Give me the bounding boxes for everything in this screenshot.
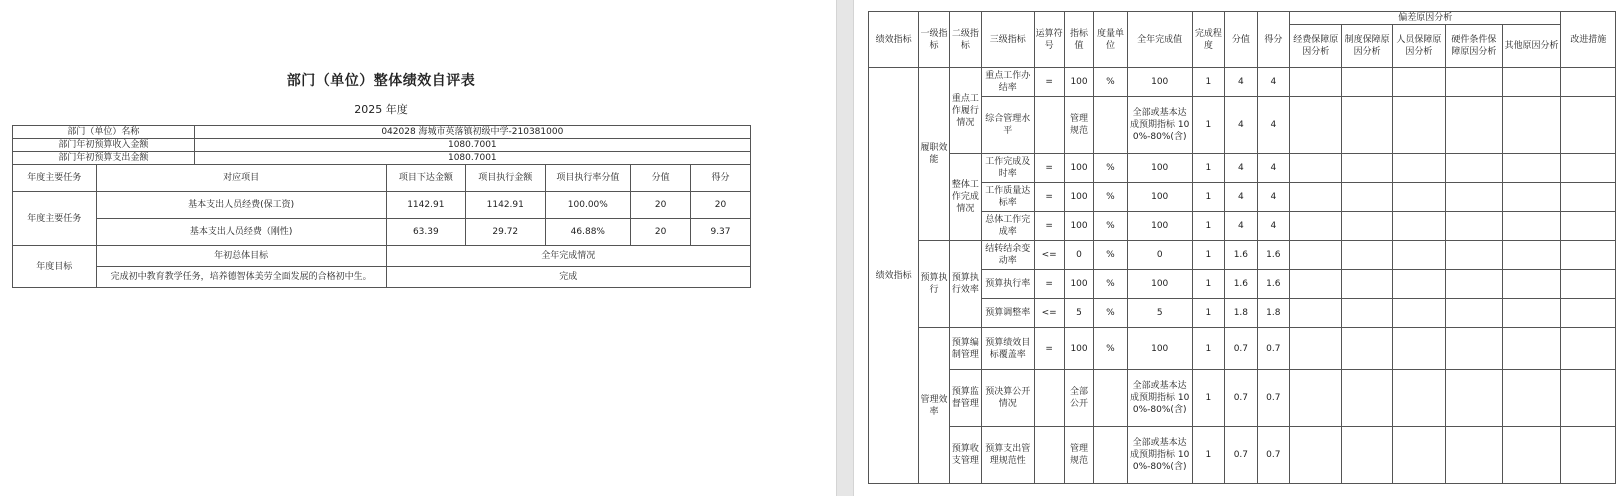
cell-empty: [1561, 427, 1616, 484]
cell-unit: %: [1094, 212, 1128, 241]
task-score-value: 20: [631, 219, 691, 246]
cell-annual: 全部或基本达成预期指标 100%-80%(含): [1127, 370, 1192, 427]
cell-degree: 1: [1192, 427, 1224, 484]
cell-l3: 工作质量达标率: [982, 183, 1034, 212]
cell-score: 4: [1257, 183, 1289, 212]
cell-unit: %: [1094, 270, 1128, 299]
cell-val: 全部公开: [1064, 370, 1093, 427]
cell-unit: [1094, 427, 1128, 484]
cell-score-value: 4: [1225, 97, 1257, 154]
table-row: [13, 152, 751, 165]
cell-empty: [1502, 299, 1561, 328]
cell-val: 100: [1064, 328, 1093, 370]
task-group-label: 年度主要任务: [13, 192, 97, 246]
cell-unit: %: [1094, 299, 1128, 328]
cell-val: 100: [1064, 183, 1093, 212]
cell-empty: [1290, 212, 1342, 241]
header-dev-other: 其他原因分析: [1502, 25, 1561, 68]
cell-empty: [1446, 154, 1503, 183]
cell-empty: [1290, 68, 1342, 97]
header-improve: 改进措施: [1561, 12, 1616, 68]
cell-empty: [1290, 370, 1342, 427]
cell-op: =: [1034, 154, 1064, 183]
cell-empty: [1561, 97, 1616, 154]
level1-budget: 预算执行: [919, 241, 949, 328]
cell-empty: [1561, 370, 1616, 427]
cell-annual: 全部或基本达成预期指标 100%-80%(含): [1127, 97, 1192, 154]
cell-val: 100: [1064, 270, 1093, 299]
cell-l3: 总体工作完成率: [982, 212, 1034, 241]
cell-op: [1034, 97, 1064, 154]
cell-degree: 1: [1192, 370, 1224, 427]
cell-score: 0.7: [1257, 427, 1289, 484]
cell-l3: 预算绩效目标覆盖率: [982, 328, 1034, 370]
cell-score: 4: [1257, 68, 1289, 97]
cell-l3: 预算支出管理规范性: [982, 427, 1034, 484]
task-item: 基本支出人员经费(保工资): [96, 192, 386, 219]
cell-score-value: 0.7: [1225, 370, 1257, 427]
cell-degree: 1: [1192, 299, 1224, 328]
cell-empty: [1342, 328, 1392, 370]
table-row: [13, 267, 751, 288]
cell-empty: [1446, 328, 1503, 370]
level2-key: 重点工作履行情况: [949, 68, 981, 154]
cell-val: 管理规范: [1064, 427, 1093, 484]
cell-degree: 1: [1192, 183, 1224, 212]
cell-empty: [1502, 97, 1561, 154]
cell-op: [1034, 370, 1064, 427]
cell-annual: 100: [1127, 68, 1192, 97]
page-title: 部门（单位）整体绩效自评表: [286, 73, 476, 89]
cell-empty: [1446, 370, 1503, 427]
task-rate: 100.00%: [545, 192, 631, 219]
cell-score-value: 1.6: [1225, 270, 1257, 299]
cell-empty: [1502, 154, 1561, 183]
cell-annual: 100: [1127, 212, 1192, 241]
cell-degree: 1: [1192, 270, 1224, 299]
header-deviation: 偏差原因分析: [1290, 12, 1561, 25]
cell-val: 100: [1064, 212, 1093, 241]
cell-unit: %: [1094, 328, 1128, 370]
cell-empty: [1342, 68, 1392, 97]
cell-empty: [1561, 241, 1616, 270]
cell-annual: 100: [1127, 183, 1192, 212]
cell-annual: 全部或基本达成预期指标 100%-80%(含): [1127, 427, 1192, 484]
cell-empty: [1392, 154, 1445, 183]
cell-unit: %: [1094, 68, 1128, 97]
cell-degree: 1: [1192, 154, 1224, 183]
header-target-value: 指标值: [1064, 12, 1093, 68]
cell-score-value: 4: [1225, 212, 1257, 241]
cell-empty: [1502, 241, 1561, 270]
task-header-col1: 年度主要任务: [13, 165, 97, 192]
cell-empty: [1392, 212, 1445, 241]
task-header-col4: 项目执行金额: [466, 165, 545, 192]
cell-score: 4: [1257, 154, 1289, 183]
cell-empty: [1392, 427, 1445, 484]
cell-empty: [1561, 183, 1616, 212]
table-row: [13, 165, 751, 192]
cell-score-value: 1.6: [1225, 241, 1257, 270]
cell-empty: [1561, 68, 1616, 97]
goal-label: 年度目标: [13, 246, 97, 288]
cell-val: 5: [1064, 299, 1093, 328]
cell-op: =: [1034, 270, 1064, 299]
cell-score: 0.7: [1257, 370, 1289, 427]
cell-empty: [1392, 68, 1445, 97]
header-score-value: 分值: [1225, 12, 1257, 68]
right-page: [854, 0, 1620, 496]
cell-l3: 预决算公开情况: [982, 370, 1034, 427]
cell-score-value: 4: [1225, 154, 1257, 183]
header-level1: 一级指标: [919, 12, 949, 68]
cell-empty: [1502, 68, 1561, 97]
header-dev-hardware: 硬件条件保障原因分析: [1446, 25, 1503, 68]
cell-l3: 综合管理水平: [982, 97, 1034, 154]
cell-l3: 工作完成及时率: [982, 154, 1034, 183]
income-value: 1080.7001: [194, 139, 750, 152]
cell-empty: [1446, 427, 1503, 484]
cell-empty: [1502, 212, 1561, 241]
task-item: 基本支出人员经费（刚性): [96, 219, 386, 246]
level2-supervise: 预算监督管理: [949, 370, 981, 427]
table-row: [13, 139, 751, 152]
header-dev-funds: 经费保障原因分析: [1290, 25, 1342, 68]
header-operator: 运算符号: [1034, 12, 1064, 68]
cell-score: 1.6: [1257, 270, 1289, 299]
cell-empty: [1392, 370, 1445, 427]
table-row: [869, 370, 1616, 427]
cell-empty: [1561, 270, 1616, 299]
goal-completion-header: 全年完成情况: [386, 246, 750, 267]
level2-budget: 预算执行效率: [949, 241, 981, 328]
cell-degree: 1: [1192, 212, 1224, 241]
task-issued: 1142.91: [386, 192, 465, 219]
income-label: 部门年初预算收入金额: [13, 139, 195, 152]
task-header-col6: 分值: [631, 165, 691, 192]
level2-overall: 整体工作完成情况: [949, 154, 981, 241]
header-score: 得分: [1257, 12, 1289, 68]
cell-empty: [1446, 68, 1503, 97]
cell-unit: [1094, 370, 1128, 427]
cell-empty: [1502, 183, 1561, 212]
cell-op: =: [1034, 212, 1064, 241]
cell-score: 1.6: [1257, 241, 1289, 270]
table-row: [869, 154, 1616, 183]
cell-score: 0.7: [1257, 328, 1289, 370]
cell-op: <=: [1034, 241, 1064, 270]
cell-empty: [1290, 299, 1342, 328]
cell-op: [1034, 427, 1064, 484]
cell-empty: [1502, 427, 1561, 484]
indicator-table: [868, 11, 1616, 484]
table-row: [869, 241, 1616, 270]
cell-op: =: [1034, 183, 1064, 212]
cell-empty: [1446, 97, 1503, 154]
cell-empty: [1342, 183, 1392, 212]
cell-val: 管理规范: [1064, 97, 1093, 154]
header-degree: 完成程度: [1192, 12, 1224, 68]
cell-empty: [1342, 97, 1392, 154]
level1-perf: 履职效能: [919, 68, 949, 241]
cell-empty: [1392, 270, 1445, 299]
level2-revenue: 预算收支管理: [949, 427, 981, 484]
cell-score-value: 4: [1225, 68, 1257, 97]
task-executed: 29.72: [466, 219, 545, 246]
cell-empty: [1392, 299, 1445, 328]
header-unit: 度量单位: [1094, 12, 1128, 68]
cell-degree: 1: [1192, 241, 1224, 270]
cell-l3: 预算执行率: [982, 270, 1034, 299]
cell-l3: 结转结余变动率: [982, 241, 1034, 270]
task-score-value: 20: [631, 192, 691, 219]
cell-unit: [1094, 97, 1128, 154]
table-row: [13, 192, 751, 219]
cell-l3: 重点工作办结率: [982, 68, 1034, 97]
unit-name-value: 042028 海城市英落镇初级中学-210381000: [194, 126, 750, 139]
unit-name-label: 部门（单位）名称: [13, 126, 195, 139]
task-score: 9.37: [691, 219, 751, 246]
cell-score: 4: [1257, 212, 1289, 241]
task-header-col2: 对应项目: [96, 165, 386, 192]
cell-empty: [1561, 212, 1616, 241]
goal-target-text: 完成初中教育教学任务，培养德智体美劳全面发展的合格初中生。: [96, 267, 386, 288]
header-dev-system: 制度保障原因分析: [1342, 25, 1392, 68]
cell-score: 1.8: [1257, 299, 1289, 328]
header-dev-staff: 人员保障原因分析: [1392, 25, 1445, 68]
cell-empty: [1392, 241, 1445, 270]
cell-empty: [1392, 328, 1445, 370]
cell-empty: [1342, 299, 1392, 328]
cell-empty: [1290, 427, 1342, 484]
table-row: [13, 219, 751, 246]
cell-score-value: 4: [1225, 183, 1257, 212]
cell-empty: [1290, 241, 1342, 270]
goal-target-header: 年初总体目标: [96, 246, 386, 267]
cell-empty: [1446, 183, 1503, 212]
cell-empty: [1561, 328, 1616, 370]
cell-empty: [1342, 241, 1392, 270]
cell-empty: [1342, 212, 1392, 241]
cell-empty: [1561, 154, 1616, 183]
cell-empty: [1502, 328, 1561, 370]
task-header-col5: 项目执行率分值: [545, 165, 631, 192]
table-row: [869, 68, 1616, 97]
perf-label: 绩效指标: [869, 68, 919, 484]
cell-empty: [1290, 183, 1342, 212]
cell-empty: [1392, 183, 1445, 212]
cell-empty: [1342, 427, 1392, 484]
cell-empty: [1446, 212, 1503, 241]
cell-annual: 100: [1127, 328, 1192, 370]
cell-val: 100: [1064, 154, 1093, 183]
cell-degree: 1: [1192, 97, 1224, 154]
cell-annual: 0: [1127, 241, 1192, 270]
summary-table: [12, 125, 751, 288]
task-header-col7: 得分: [691, 165, 751, 192]
header-level3: 三级指标: [982, 12, 1034, 68]
task-executed: 1142.91: [466, 192, 545, 219]
cell-op: <=: [1034, 299, 1064, 328]
cell-empty: [1290, 270, 1342, 299]
expense-value: 1080.7001: [194, 152, 750, 165]
cell-empty: [1342, 270, 1392, 299]
task-score: 20: [691, 192, 751, 219]
cell-degree: 1: [1192, 68, 1224, 97]
task-issued: 63.39: [386, 219, 465, 246]
level2-compile: 预算编制管理: [949, 328, 981, 370]
cell-empty: [1446, 270, 1503, 299]
cell-empty: [1342, 154, 1392, 183]
page-year: 2025 年度: [354, 103, 408, 116]
cell-empty: [1290, 328, 1342, 370]
page-gutter: [836, 0, 854, 496]
cell-empty: [1502, 370, 1561, 427]
task-rate: 46.88%: [545, 219, 631, 246]
expense-label: 部门年初预算支出金额: [13, 152, 195, 165]
goal-completion-text: 完成: [386, 267, 750, 288]
level1-mgmt: 管理效率: [919, 328, 949, 484]
cell-l3: 预算调整率: [982, 299, 1034, 328]
cell-unit: %: [1094, 241, 1128, 270]
header-row: [869, 12, 1616, 25]
cell-score: 4: [1257, 97, 1289, 154]
cell-empty: [1290, 97, 1342, 154]
cell-unit: %: [1094, 183, 1128, 212]
cell-empty: [1392, 97, 1445, 154]
task-header-col3: 项目下达金额: [386, 165, 465, 192]
header-perf: 绩效指标: [869, 12, 919, 68]
cell-empty: [1342, 370, 1392, 427]
cell-empty: [1446, 299, 1503, 328]
cell-annual: 5: [1127, 299, 1192, 328]
cell-empty: [1561, 299, 1616, 328]
cell-annual: 100: [1127, 154, 1192, 183]
cell-score-value: 0.7: [1225, 427, 1257, 484]
table-row: [869, 328, 1616, 370]
table-row: [13, 246, 751, 267]
cell-empty: [1446, 241, 1503, 270]
cell-op: =: [1034, 68, 1064, 97]
cell-empty: [1290, 154, 1342, 183]
cell-score-value: 1.8: [1225, 299, 1257, 328]
header-level2: 二级指标: [949, 12, 981, 68]
cell-val: 100: [1064, 68, 1093, 97]
cell-unit: %: [1094, 154, 1128, 183]
table-row: [13, 126, 751, 139]
cell-val: 0: [1064, 241, 1093, 270]
cell-degree: 1: [1192, 328, 1224, 370]
cell-empty: [1502, 270, 1561, 299]
cell-op: =: [1034, 328, 1064, 370]
header-annual-value: 全年完成值: [1127, 12, 1192, 68]
cell-annual: 100: [1127, 270, 1192, 299]
cell-score-value: 0.7: [1225, 328, 1257, 370]
table-row: [869, 427, 1616, 484]
